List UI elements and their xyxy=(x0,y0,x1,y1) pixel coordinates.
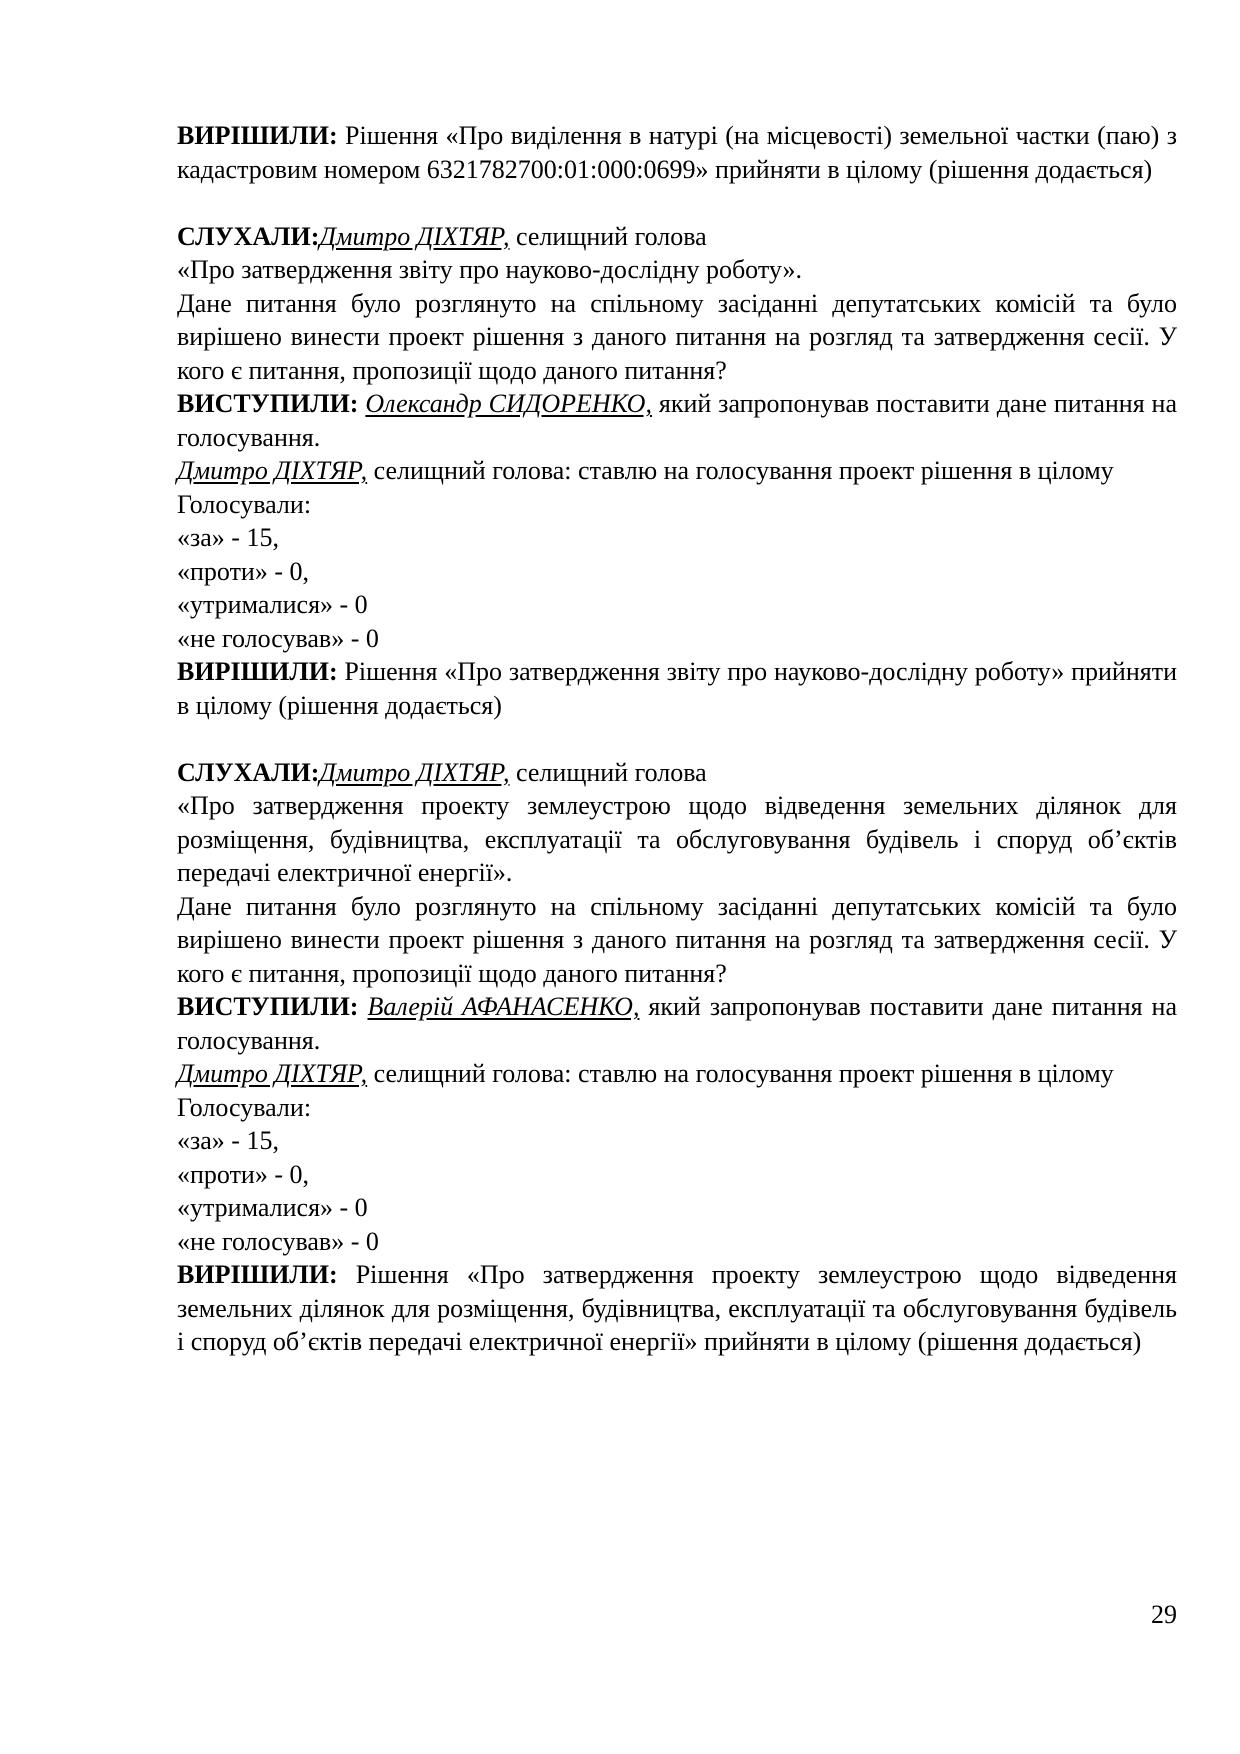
document-body xyxy=(177,119,1177,1359)
heard-name: Дмитро ДІХТЯР, xyxy=(319,221,510,251)
heard-label: СЛУХАЛИ: xyxy=(177,757,320,787)
vote-for: «за» - 15, xyxy=(177,523,279,552)
spoke-paragraph xyxy=(177,990,1177,1057)
chair-text: селищний голова: ставлю на голосування проект рішення в цілому xyxy=(367,1059,1114,1088)
spoke-label: ВИСТУПИЛИ: xyxy=(177,389,359,418)
heard-label: СЛУХАЛИ: xyxy=(177,221,320,251)
chair-name: Дмитро ДІХТЯР, xyxy=(177,456,368,485)
vote-title: Голосували: xyxy=(177,489,312,519)
intro-paragraph: Дане питання було розглянуто на спільному засіданні депутатських комісій та було вирішено винести проект рішення з даного питання на розгляд та затвердження сесії. У кого є питання, пропозиції щодо даного питання? xyxy=(177,891,1177,988)
decision-text: Рішення «Про виділення в натурі (на місцевості) земельної частки (паю) з кадастровим номером 6321782700:01:000:0699» прийняти в цілому (рішення додається) xyxy=(177,121,1177,184)
decided-label: ВИРІШИЛИ: xyxy=(177,1260,338,1289)
heard-paragraph xyxy=(177,220,1177,254)
agenda-item-research-report xyxy=(177,220,1177,723)
chair-paragraph xyxy=(177,1057,1177,1091)
chair-name: Дмитро ДІХТЯР, xyxy=(177,1059,368,1088)
vote-not-voted: «не голосував» - 0 xyxy=(177,623,379,653)
heard-role: селищний голова xyxy=(509,757,707,787)
heard-paragraph xyxy=(177,756,1177,790)
vote-abstained: «утрималися» - 0 xyxy=(177,590,368,619)
decision-paragraph xyxy=(177,119,1177,186)
decision-text: Рішення «Про затвердження проекту землеустрою щодо відведення земельних ділянок для розміщення, будівництва, експлуатації та обслуговування будівель і споруд об’єктів передачі електричної енергії» прийняти в цілому (рішення додається) xyxy=(177,1260,1177,1356)
speaker-name: Олександр СИДОРЕНКО, xyxy=(365,389,652,418)
speaker-text: який запропонував поставити дане питання на голосування. xyxy=(177,389,1178,452)
vote-not-voted: «не голосував» - 0 xyxy=(177,1226,379,1256)
topic-paragraph: «Про затвердження звіту про науково-дослідну роботу». xyxy=(177,255,802,284)
decision-text: Рішення «Про затвердження звіту про науково-дослідну роботу» прийняти в цілому (рішення додається) xyxy=(177,657,1177,720)
vote-for: «за» - 15, xyxy=(177,1126,279,1155)
heard-name: Дмитро ДІХТЯР, xyxy=(319,757,510,787)
agenda-item-land-project xyxy=(177,756,1177,1359)
decided-label: ВИРІШИЛИ: xyxy=(177,657,338,686)
vote-against: «проти» - 0, xyxy=(177,1159,310,1189)
speaker-name: Валерій АФАНАСЕНКО, xyxy=(367,992,640,1021)
vote-title: Голосували: xyxy=(177,1092,312,1122)
page-number: 29 xyxy=(1151,1600,1177,1629)
vote-abstained: «утрималися» - 0 xyxy=(177,1193,368,1222)
heard-role: селищний голова xyxy=(509,221,707,251)
topic-paragraph: «Про затвердження проекту землеустрою щодо відведення земельних ділянок для розміщення, будівництва, експлуатації та обслуговування будівель і споруд об’єктів передачі електричної енергії». xyxy=(177,791,1177,887)
intro-paragraph: Дане питання було розглянуто на спільному засіданні депутатських комісій та було вирішено винести проект рішення з даного питання на розгляд та затвердження сесії. У кого є питання, пропозиції щодо даного питання? xyxy=(177,288,1177,385)
vote-against: «проти» - 0, xyxy=(177,556,310,586)
spoke-paragraph xyxy=(177,387,1177,454)
decision-paragraph xyxy=(177,655,1177,722)
spoke-label: ВИСТУПИЛИ: xyxy=(177,992,359,1021)
speaker-text: який запропонував поставити дане питання на голосування. xyxy=(177,992,1177,1055)
chair-paragraph xyxy=(177,454,1177,488)
decision-paragraph xyxy=(177,1258,1177,1359)
decided-label: ВИРІШИЛИ: xyxy=(177,121,338,150)
chair-text: селищний голова: ставлю на голосування проект рішення в цілому xyxy=(367,456,1114,485)
agenda-item-decision-only xyxy=(177,119,1177,186)
